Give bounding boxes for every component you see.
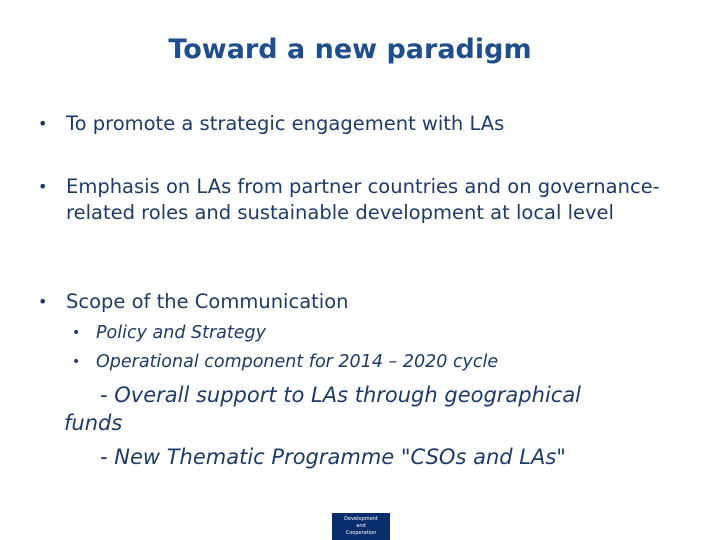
bullet-text: Emphasis on LAs from partner countries and on governance-related roles and sustainable development at local level xyxy=(66,175,660,224)
logo-text: and xyxy=(356,523,366,529)
bullet-dot-icon: • xyxy=(38,177,48,196)
sub-bullet-text: Operational component for 2014 – 2020 cycle xyxy=(96,352,499,372)
logo-text: Cooperation xyxy=(345,530,377,536)
bullet-item xyxy=(38,289,678,315)
bullet-item xyxy=(38,111,678,137)
detail-line: - New Thematic Programme "CSOs and LAs" xyxy=(100,445,566,469)
logo-text: Development xyxy=(344,516,378,522)
development-cooperation-logo xyxy=(332,513,390,540)
sub-bullet-item xyxy=(72,322,266,344)
sub-bullet-dot-icon: • xyxy=(72,325,81,341)
slide-title: Toward a new paradigm xyxy=(168,34,532,65)
detail-line: - Overall support to LAs through geographical xyxy=(100,383,582,407)
sub-bullet-text: Policy and Strategy xyxy=(96,323,266,343)
bullet-item xyxy=(38,174,698,226)
bullet-text: To promote a strategic engagement with LAs xyxy=(66,112,505,135)
sub-bullet-dot-icon: • xyxy=(72,354,81,370)
detail-line: funds xyxy=(64,411,123,435)
sub-bullet-item xyxy=(72,351,498,373)
bullet-dot-icon: • xyxy=(38,114,48,133)
bullet-dot-icon: • xyxy=(38,292,48,311)
bullet-text: Scope of the Communication xyxy=(66,290,349,313)
